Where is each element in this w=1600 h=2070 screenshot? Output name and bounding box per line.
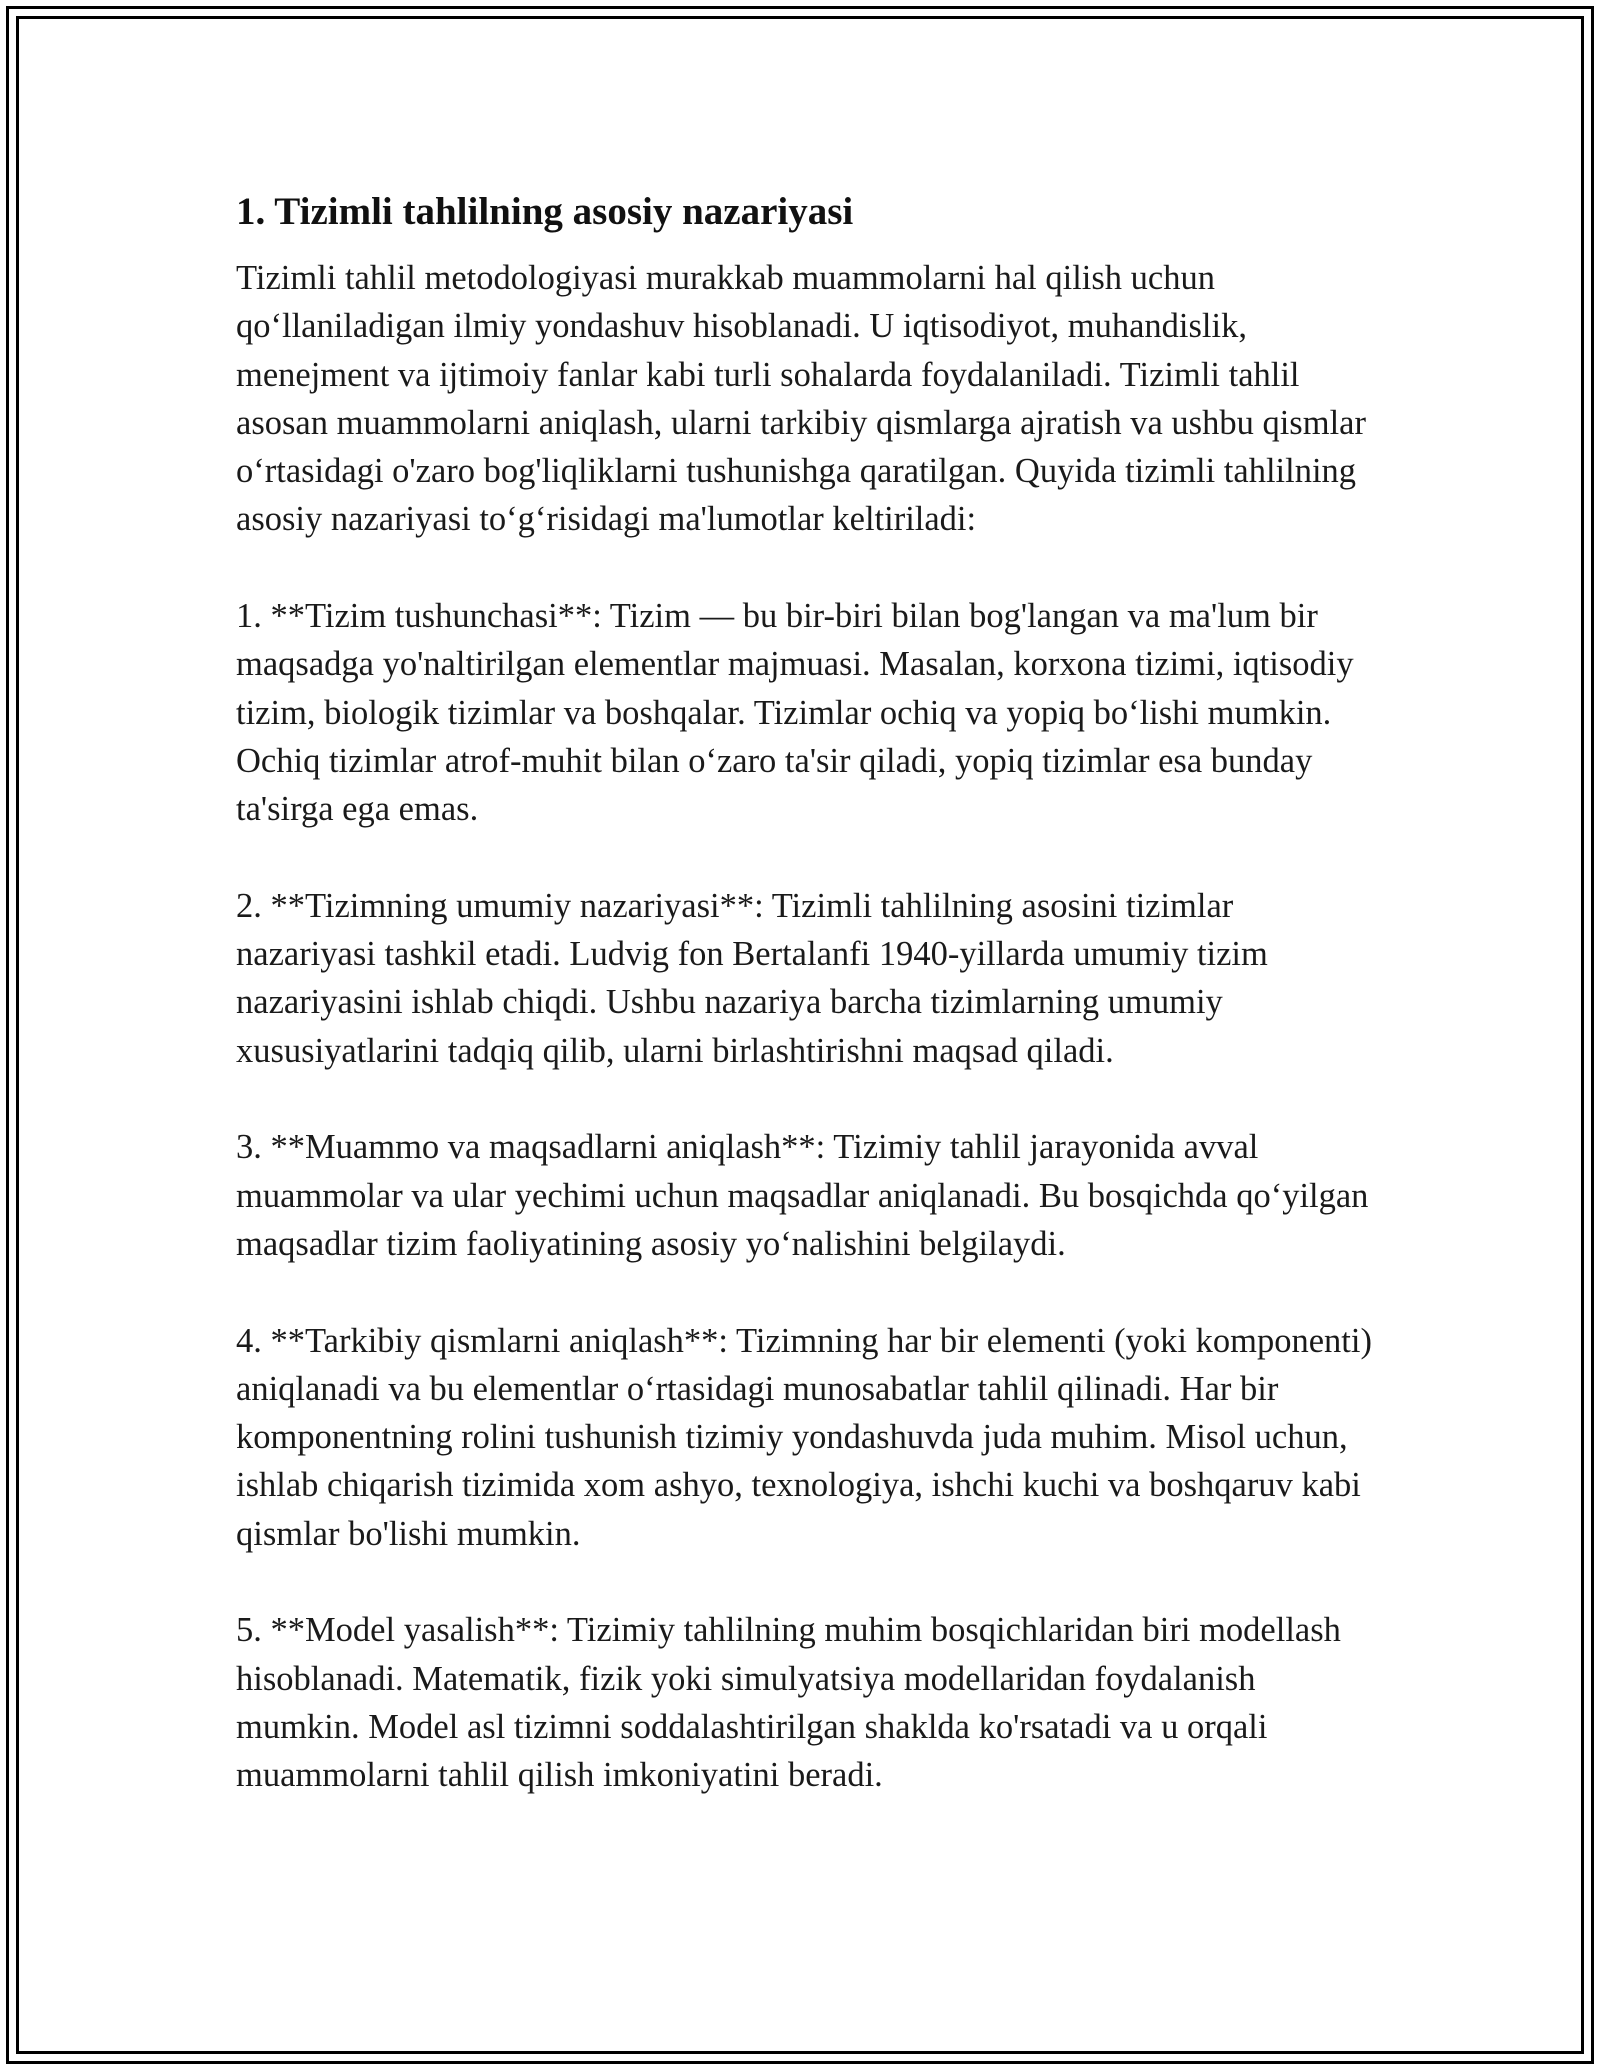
paragraph-gap	[236, 1075, 1376, 1123]
intro-paragraph: Tizimli tahlil metodologiyasi murakkab muammolarni hal qilish uchun qo‘llaniladigan ilmiy yondashuv hisoblanadi. U iqtisodiyot, muhandislik, menejment va ijtimoiy fanlar kabi turli sohalarda foydalaniladi. Tizimli tahlil asosan muammolarni aniqlash, ularni tarkibiy qismlarga ajratish va ushbu qismlar o‘rtasidagi o'zaro bog'liqliklarni tushunishga qaratilgan. Quyida tizimli tahlilning asosiy nazariyasi to‘g‘risidagi ma'lumotlar keltiriladi:	[236, 259, 1366, 539]
section-muammo-va-maqsadlar: 3. **Muammo va maqsadlarni aniqlash**: Tizimiy tahlil jarayonida avval muammolar va ular yechimi uchun maqsadlar aniqlanadi. Bu bosqichda qo‘yilgan maqsadlar tizim faoliyatining asosiy yo‘nalishini belgilaydi.	[236, 1128, 1369, 1263]
section-tarkibiy-qismlar: 4. **Tarkibiy qismlarni aniqlash**: Tizimning har bir elementi (yoki komponenti) aniqlanadi va bu elementlar o‘rtasidagi munosabatlar tahlil qilinadi. Har bir komponentning rolini tushunish tizimiy yondashuvda juda muhim. Misol uchun, ishlab chiqarish tizimida xom ashyo, texnologiya, ishchi kuchi va boshqaruv kabi qismlar bo'lishi mumkin.	[236, 1321, 1372, 1553]
section-tizim-tushunchasi: 1. **Tizim tushunchasi**: Tizim — bu bir-biri bilan bog'langan va ma'lum bir maqsadga yo'naltirilgan elementlar majmuasi. Masalan, korxona tizimi, iqtisodiy tizim, biologik tizimlar va boshqalar. Tizimlar ochiq va yopiq bo‘lishi mumkin. Ochiq tizimlar atrof-muhit bilan o‘zaro ta'sir qiladi, yopiq tizimlar esa bunday ta'sirga ega emas.	[236, 597, 1354, 829]
section-tizimning-umumiy-nazariyasi: 2. **Tizimning umumiy nazariyasi**: Tizimli tahlilning asosini tizimlar nazariyasi tashkil etadi. Ludvig fon Bertalanfi 1940-yillarda umumiy tizim nazariyasini ishlab chiqdi. Ushbu nazariya barcha tizimlarning umumiy xususiyatlarini tadqiq qilib, ularni birlashtirishni maqsad qiladi.	[236, 886, 1268, 1070]
paragraph-gap	[236, 1268, 1376, 1316]
section-model-yasalish: 5. **Model yasalish**: Tizimiy tahlilning muhim bosqichlaridan biri modellash hisoblanadi. Matematik, fizik yoki simulyatsiya modellaridan foydalanish mumkin. Model asl tizimni soddalashtirilgan shaklda ko'rsatadi va u orqali muammolarni tahlil qilish imkoniyatini beradi.	[236, 1611, 1341, 1795]
paragraph-gap	[236, 544, 1376, 592]
document-body	[236, 186, 1376, 1800]
paragraph-gap	[236, 834, 1376, 882]
paragraph-gap	[236, 1558, 1376, 1606]
page-title: 1. Tizimli tahlilning asosiy nazariyasi	[236, 190, 854, 233]
